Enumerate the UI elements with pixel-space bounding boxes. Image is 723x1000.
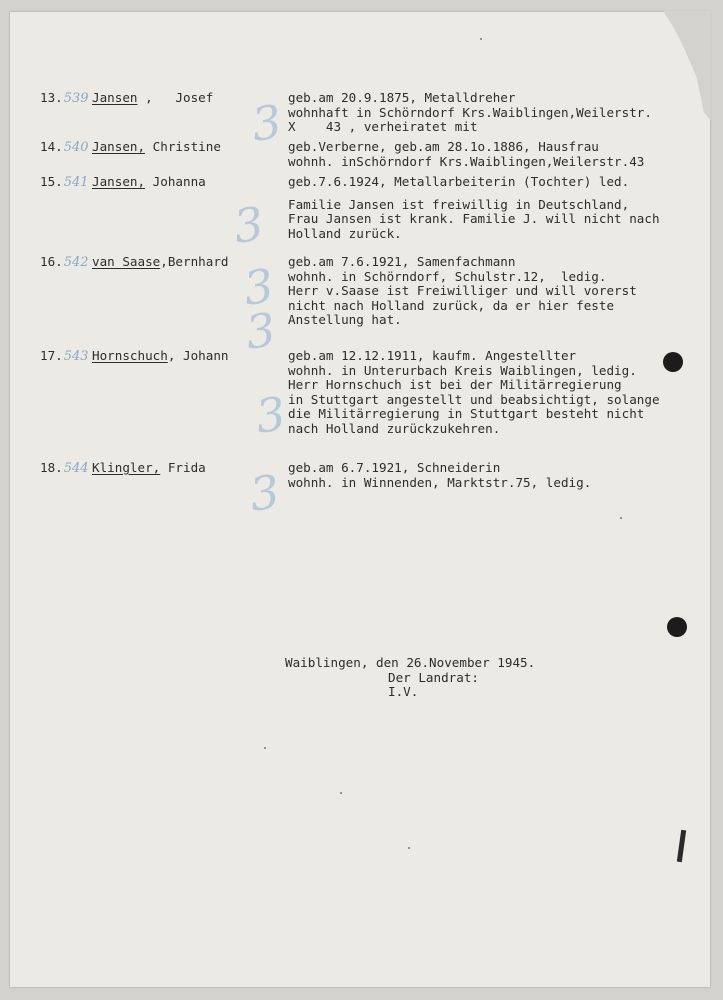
- entry-details: geb.Verberne, geb.am 28.1o.1886, Hausfrau wohnh. inSchörndorf Krs.Waiblingen,Weilerstr.43: [288, 139, 645, 169]
- entry-details: geb.am 7.6.1921, Samenfachmann wohnh. in Schörndorf, Schulstr.12, ledig. Herr v.Saase ist Freiwilliger und will vorerst nicht nach Holland zurück, da er hier feste Anstellung hat.: [288, 254, 637, 327]
- entry-name: Klingler, Frida: [92, 460, 206, 475]
- entry-name: Jansen , Josef: [92, 90, 214, 105]
- speck: [620, 517, 622, 519]
- pencil-check-mark: 3: [242, 302, 279, 360]
- entry-details: geb.am 20.9.1875, Metalldreher wohnhaft in Schörndorf Krs.Waiblingen,Weilerstr. X 43 , verheiratet mit: [288, 90, 652, 134]
- entry-number: 16.542: [40, 254, 89, 270]
- signatory-iv: I.V.: [388, 684, 419, 699]
- speck: [264, 747, 266, 749]
- entry-number: 13.539: [40, 90, 89, 106]
- entry-name: Hornschuch, Johann: [92, 348, 229, 363]
- entry-number: 17.543: [40, 348, 89, 364]
- entry-name: Jansen, Johanna: [92, 174, 206, 189]
- pencil-check-mark: 3: [246, 464, 283, 522]
- speck: [408, 847, 410, 849]
- margin-mark: [677, 830, 686, 862]
- entry-number: 15.541: [40, 174, 89, 190]
- entry-details: geb.am 12.12.1911, kaufm. Angestellter wohnh. in Unterurbach Kreis Waiblingen, ledig. Herr Hornschuch ist bei der Militärregierung in Stuttgart angestellt und beabsichtigt, solange die Militärregierung in Stuttgart besteht nicht nach Holland zurückzukehren.: [288, 348, 660, 436]
- pencil-check-mark: 3: [252, 386, 289, 444]
- document-page: [10, 12, 710, 987]
- entry-name: Jansen, Christine: [92, 139, 221, 154]
- speck: [340, 792, 342, 794]
- entry-number: 14.540: [40, 139, 89, 155]
- pencil-check-mark: 3: [240, 258, 277, 316]
- place-date: Waiblingen, den 26.November 1945.: [285, 655, 536, 670]
- pencil-check-mark: 3: [248, 94, 285, 152]
- speck: [480, 38, 482, 40]
- signatory-title: Der Landrat:: [388, 669, 479, 685]
- closing-block: [285, 656, 685, 700]
- entry-details: geb.am 6.7.1921, Schneiderin wohnh. in Winnenden, Marktstr.75, ledig.: [288, 460, 592, 490]
- entry-name: van Saase,Bernhard: [92, 254, 229, 269]
- entry-details: geb.7.6.1924, Metallarbeiterin (Tochter) led. Familie Jansen ist freiwillig in Deutschland, Frau Jansen ist krank. Familie J. will nicht nach Holland zurück.: [288, 174, 660, 241]
- pencil-check-mark: 3: [230, 196, 267, 254]
- punch-hole: [667, 617, 687, 637]
- entry-number: 18.544: [40, 460, 89, 476]
